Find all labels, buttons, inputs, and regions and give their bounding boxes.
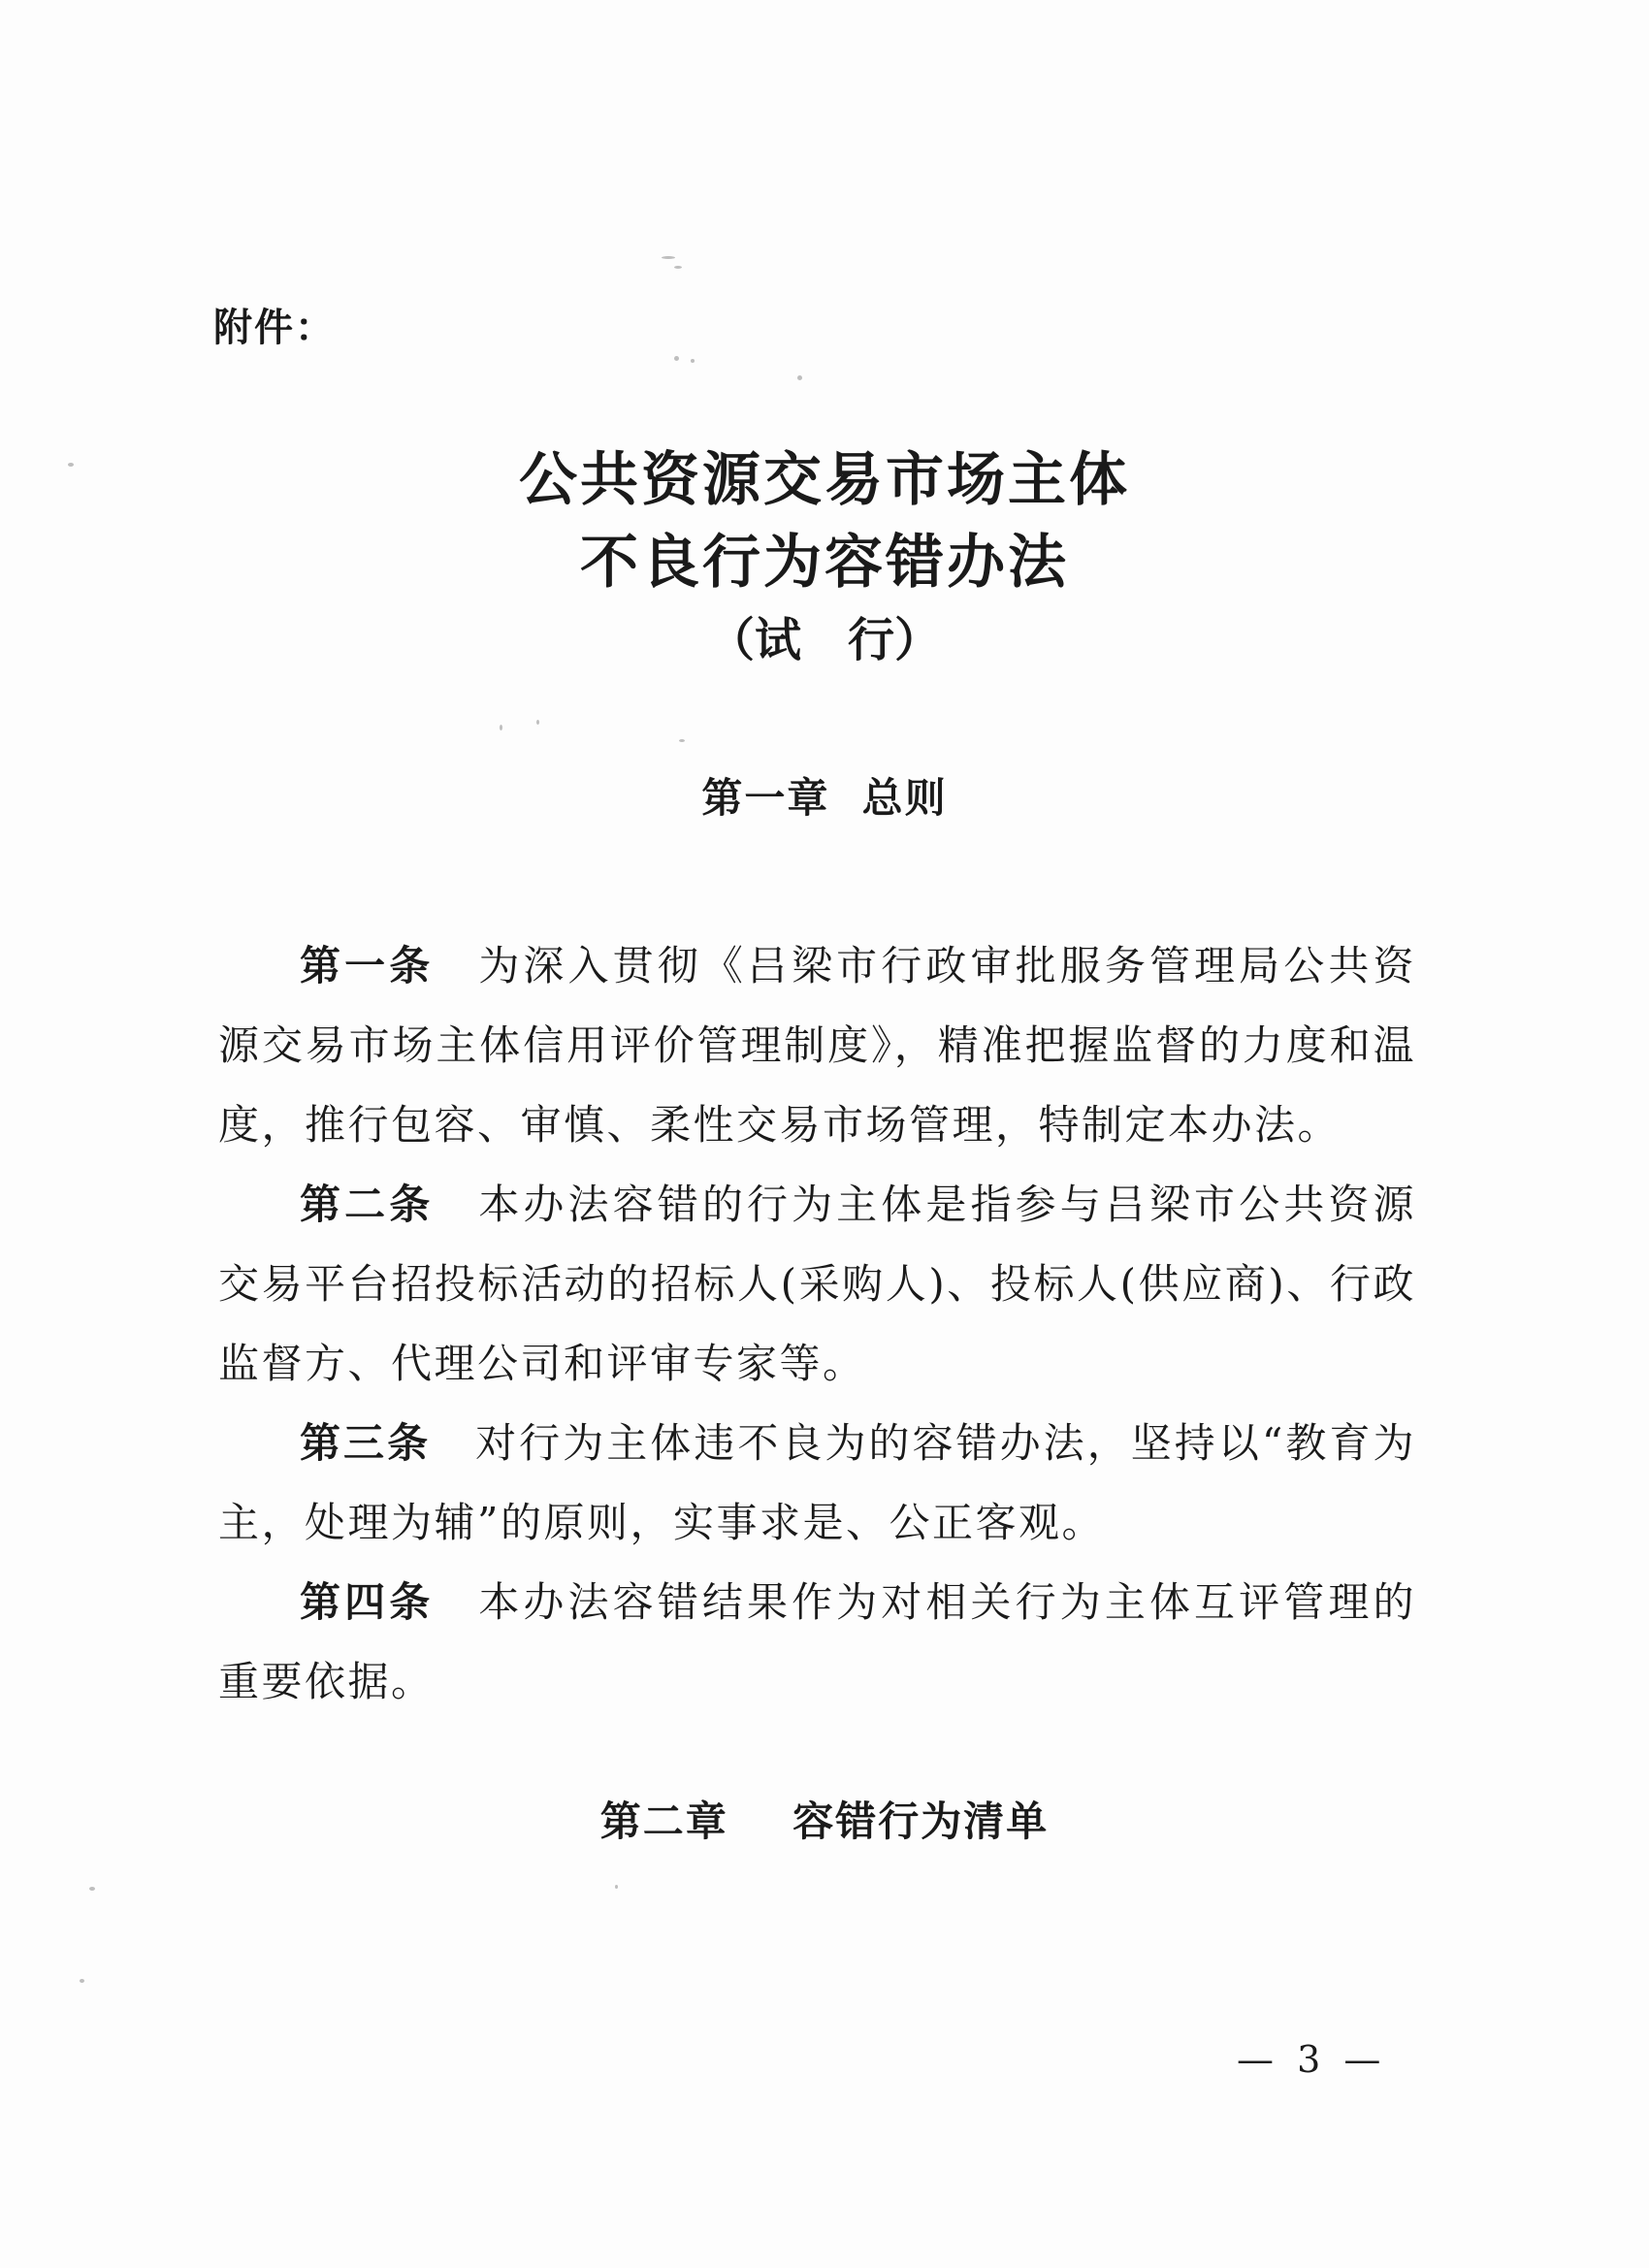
article-number: 第三条 [300,1419,432,1467]
document-title-line-2: 不良行为容错办法 [580,529,1069,597]
scan-speck [500,725,502,730]
article-number: 第四条 [300,1578,435,1626]
scan-speck [797,375,802,380]
scan-speck [536,720,539,725]
chapter-1-body [218,926,1416,1722]
scan-speck [662,256,675,259]
scan-speck [674,266,682,269]
article-1 [218,926,1416,1165]
article-text: 对行为主体违不良为的容错办法，坚持以“教育为主，处理为辅”的原则，实事求是、公正客观。 [218,1419,1416,1546]
scan-speck [615,1885,618,1889]
article-text: 为深入贯彻《吕梁市行政审批服务管理局公共资源交易市场主体信用评价管理制度》，精准把握监督的力度和温度，推行包容、审慎、柔性交易市场管理，特制定本办法。 [218,942,1416,1149]
article-number: 第一条 [300,942,435,989]
chapter-1-heading: 第一章 总则 [701,774,948,822]
scan-speck [691,359,695,363]
attachment-label: 附件： [213,306,336,350]
article-text: 本办法容错的行为主体是指参与吕梁市公共资源交易平台招投标活动的招标人(采购人)、投标人(供应商)、行政监督方、代理公司和评审专家等。 [218,1181,1416,1387]
scan-speck [80,1979,84,1983]
scan-speck [89,1887,95,1891]
page-number: — 3 — [1237,2038,1387,2081]
scan-speck [674,356,679,361]
article-text: 本办法容错结果作为对相关行为主体互评管理的重要依据。 [218,1578,1416,1705]
article-number: 第二条 [300,1181,435,1228]
article-3 [218,1404,1416,1563]
article-2 [218,1165,1416,1404]
document-title-line-1: 公共资源交易市场主体 [519,446,1130,514]
scan-speck [679,739,685,742]
chapter-2-heading: 第二章 容错行为清单 [599,1798,1050,1845]
scan-speck [68,463,74,467]
article-4 [218,1563,1416,1722]
document-subtitle: （试 行） [707,613,941,667]
